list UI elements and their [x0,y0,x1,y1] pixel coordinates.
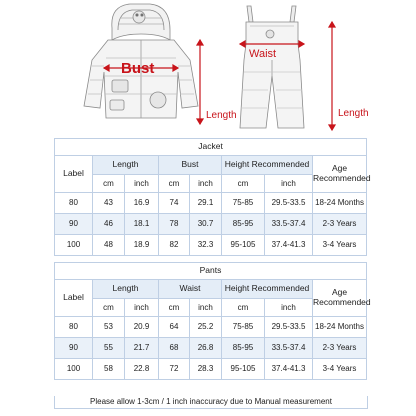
waist-cm-cell: 68 [159,338,190,359]
length-inch-cell: 21.7 [125,338,159,359]
height-inch-cell: 37.4-41.3 [265,359,313,380]
size-label-cell: 80 [55,317,93,338]
table-row [55,214,367,235]
height-cm-cell: 75-85 [222,317,265,338]
unit-cell: inch [265,175,313,193]
waist-inch-cell: 26.8 [190,338,222,359]
unit-cell: inch [190,175,222,193]
bust-inch-cell: 29.1 [190,193,222,214]
unit-cell: inch [125,299,159,317]
length-cm-cell: 55 [93,338,125,359]
bust-label: Bust [121,60,155,77]
length-cm-cell: 58 [93,359,125,380]
height-inch-cell: 37.4-41.3 [265,235,313,256]
unit-cell: cm [159,299,190,317]
bust-cm-cell: 78 [159,214,190,235]
length-inch-cell: 18.9 [125,235,159,256]
jacket-age-header: Age Recommended [313,156,367,193]
pants-length-label: Length [338,108,369,119]
pants-size-table [54,262,371,380]
waist-cm-cell: 72 [159,359,190,380]
height-inch-cell: 29.5-33.5 [265,317,313,338]
age-cell: 2-3 Years [313,214,367,235]
unit-cell: inch [265,299,313,317]
pants-age-header: Age Recommended [313,280,367,317]
pants-waist-header: Waist [159,280,222,299]
age-cell: 3-4 Years [313,235,367,256]
waist-label: Waist [249,48,277,60]
size-label-cell: 100 [55,235,93,256]
unit-cell: inch [125,175,159,193]
pants-label-header: Label [55,280,93,317]
table-row [55,317,367,338]
garment-illustration [0,0,416,136]
bust-cm-cell: 82 [159,235,190,256]
size-label-cell: 90 [55,338,93,359]
bust-inch-cell: 32.3 [190,235,222,256]
jacket-length-arrow [197,40,203,124]
jacket-length-header: Length [93,156,159,175]
length-cm-cell: 46 [93,214,125,235]
waist-inch-cell: 28.3 [190,359,222,380]
age-cell: 3-4 Years [313,359,367,380]
table-row [55,235,367,256]
waist-inch-cell: 25.2 [190,317,222,338]
table-row [55,193,367,214]
bust-cm-cell: 74 [159,193,190,214]
jacket-size-table [54,138,371,256]
length-inch-cell: 20.9 [125,317,159,338]
age-cell: 18-24 Months [313,193,367,214]
height-cm-cell: 75-85 [222,193,265,214]
unit-cell: cm [222,175,265,193]
bust-inch-cell: 30.7 [190,214,222,235]
length-inch-cell: 16.9 [125,193,159,214]
jacket-length-label: Length [206,110,237,121]
waist-cm-cell: 64 [159,317,190,338]
age-cell: 18-24 Months [313,317,367,338]
height-inch-cell: 33.5-37.4 [265,214,313,235]
jacket-label-header: Label [55,156,93,193]
length-cm-cell: 48 [93,235,125,256]
size-label-cell: 90 [55,214,93,235]
jacket-caption: Jacket [55,139,367,156]
pants-length-header: Length [93,280,159,299]
table-row [55,338,367,359]
height-cm-cell: 95-105 [222,235,265,256]
length-inch-cell: 22.8 [125,359,159,380]
size-label-cell: 80 [55,193,93,214]
unit-cell: cm [93,175,125,193]
size-label-cell: 100 [55,359,93,380]
height-cm-cell: 95-105 [222,359,265,380]
jacket-height-header: Height Recommended [222,156,313,175]
table-row [55,359,367,380]
pants-caption: Pants [55,263,367,280]
unit-cell: inch [190,299,222,317]
unit-cell: cm [93,299,125,317]
pants-length-arrow [329,22,335,130]
height-inch-cell: 33.5-37.4 [265,338,313,359]
pants-height-header: Height Recommended [222,280,313,299]
height-cm-cell: 85-95 [222,214,265,235]
height-inch-cell: 29.5-33.5 [265,193,313,214]
length-inch-cell: 18.1 [125,214,159,235]
jacket-bust-header: Bust [159,156,222,175]
length-cm-cell: 43 [93,193,125,214]
length-cm-cell: 53 [93,317,125,338]
age-cell: 2-3 Years [313,338,367,359]
pants-sketch [240,6,304,128]
measurement-note: Please allow 1-3cm / 1 inch inaccuracy due to Manual measurement [54,396,368,409]
height-cm-cell: 85-95 [222,338,265,359]
unit-cell: cm [159,175,190,193]
unit-cell: cm [222,299,265,317]
